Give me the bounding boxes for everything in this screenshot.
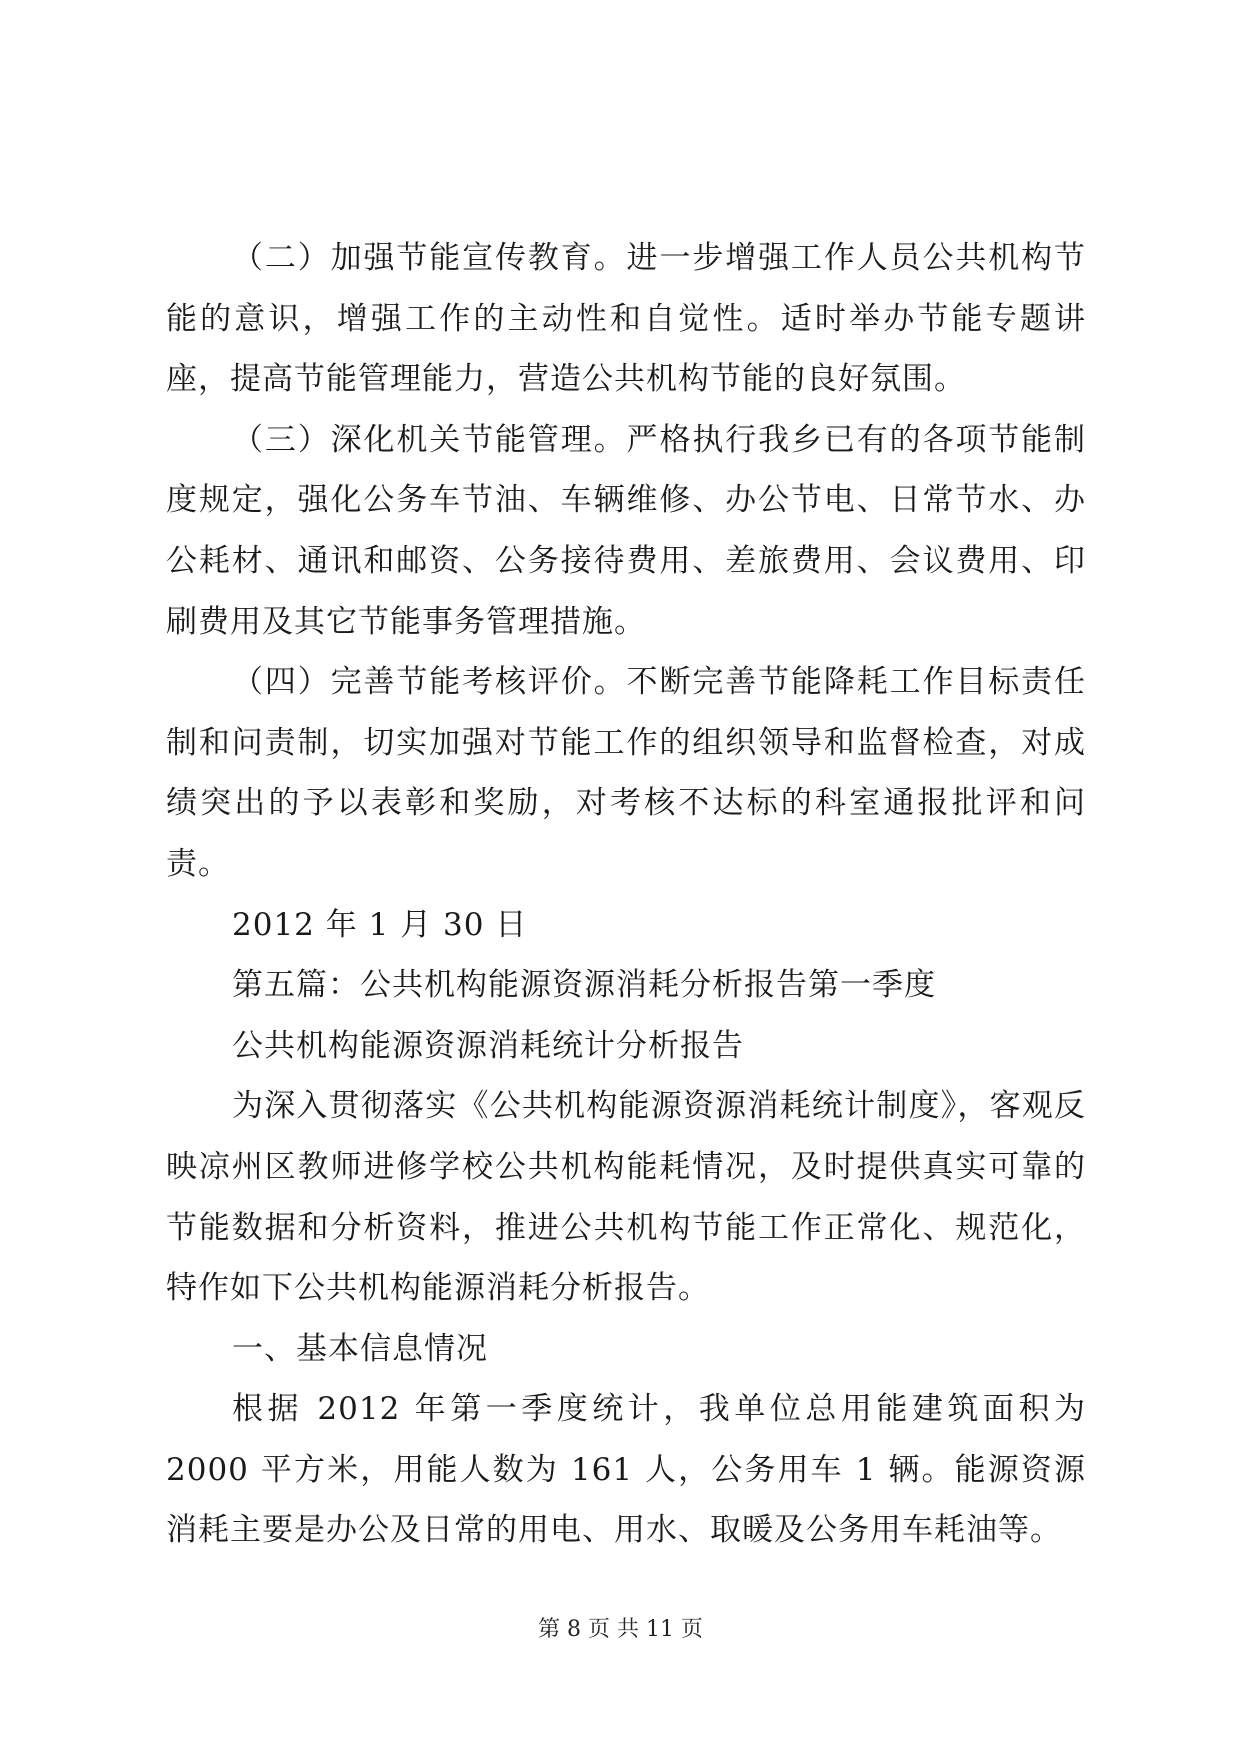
paragraph-basic-info: 根据 2012 年第一季度统计，我单位总用能建筑面积为 2000 平方米，用能人数为 161 人，公务用车 1 辆。能源资源消耗主要是办公及日常的用电、用水、取暖及公务用车耗油等。	[166, 1391, 1086, 1549]
section-heading-part-five: 第五篇：公共机构能源资源消耗分析报告第一季度	[232, 967, 936, 1004]
paragraph-assessment-evaluation: （四）完善节能考核评价。不断完善节能降耗工作目标责任制和问责制，切实加强对节能工作的组织领导和监督检查，对成绩突出的予以表彰和奖励，对考核不达标的科室通报批评和问责。	[166, 664, 1086, 882]
date-line: 2012 年 1 月 30 日	[232, 906, 528, 943]
page-number-footer: 第 8 页 共 11 页	[538, 1617, 703, 1642]
paragraph-office-energy-management: （三）深化机关节能管理。严格执行我乡已有的各项节能制度规定，强化公务车节油、车辆维修、办公节电、日常节水、办公耗材、通讯和邮资、公务接待费用、差旅费用、会议费用、印刷费用及其它节能事务管理措施。	[166, 421, 1086, 640]
document-body	[166, 228, 1086, 1561]
paragraph-publicity-education: （二）加强节能宣传教育。进一步增强工作人员公共机构节能的意识，增强工作的主动性和自觉性。适时举办节能专题讲座，提高节能管理能力，营造公共机构节能的良好氛围。	[166, 240, 1086, 398]
section-heading-basic-info: 一、基本信息情况	[232, 1330, 488, 1367]
paragraph-report-intro: 为深入贯彻落实《公共机构能源资源消耗统计制度》，客观反映凉州区教师进修学校公共机构能耗情况，及时提供真实可靠的节能数据和分析资料，推进公共机构节能工作正常化、规范化，特作如下公共机构能源消耗分析报告。	[166, 1088, 1086, 1307]
report-title: 公共机构能源资源消耗统计分析报告	[232, 1027, 744, 1064]
